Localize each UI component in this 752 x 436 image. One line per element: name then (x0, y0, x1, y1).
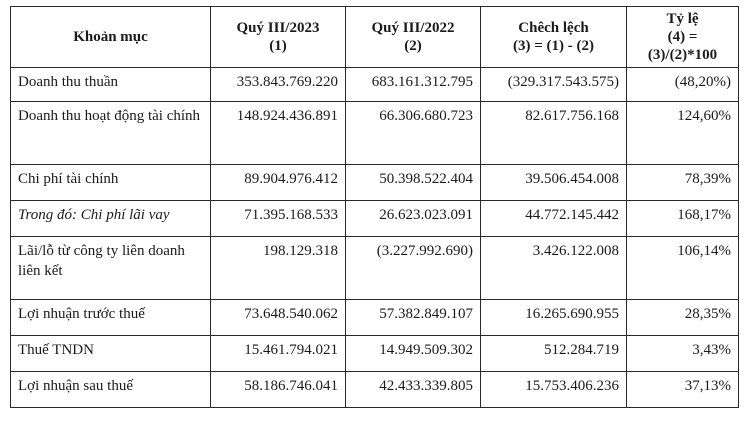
row-ratio: 3,43% (627, 336, 739, 372)
row-difference: 44.772.145.442 (481, 201, 627, 237)
row-item: Lợi nhuận trước thuế (11, 300, 211, 336)
row-ratio: 106,14% (627, 237, 739, 300)
row-ratio: 37,13% (627, 372, 739, 408)
row-item: Chi phí tài chính (11, 165, 211, 201)
header-ratio-index: (4) = (667, 29, 698, 45)
row-item: Doanh thu hoạt động tài chính (11, 102, 211, 165)
table-row (11, 102, 739, 165)
table-header (11, 7, 739, 68)
row-item: Lợi nhuận sau thuế (11, 372, 211, 408)
row-q3-2023: 71.395.168.533 (211, 201, 346, 237)
row-ratio: 124,60% (627, 102, 739, 165)
header-q3-2022 (346, 7, 481, 68)
row-q3-2022: 66.306.680.723 (346, 102, 481, 165)
row-ratio: 28,35% (627, 300, 739, 336)
row-q3-2023: 148.924.436.891 (211, 102, 346, 165)
header-ratio (627, 7, 739, 68)
row-item: Trong đó: Chi phí lãi vay (11, 201, 211, 237)
row-q3-2023: 58.186.746.041 (211, 372, 346, 408)
row-q3-2023: 198.129.318 (211, 237, 346, 300)
row-difference: (329.317.543.575) (481, 68, 627, 102)
header-q3-2023 (211, 7, 346, 68)
table-row (11, 336, 739, 372)
row-q3-2022: 26.623.023.091 (346, 201, 481, 237)
row-difference: 15.753.406.236 (481, 372, 627, 408)
row-q3-2022: 50.398.522.404 (346, 165, 481, 201)
row-q3-2022: 57.382.849.107 (346, 300, 481, 336)
header-q3-2022-index: (2) (404, 38, 422, 54)
header-ratio-label: Tỷ lệ (666, 11, 699, 27)
financial-comparison-table (10, 6, 739, 408)
row-ratio: 78,39% (627, 165, 739, 201)
row-q3-2023: 89.904.976.412 (211, 165, 346, 201)
header-difference-label: Chêch lệch (518, 20, 589, 36)
row-difference: 512.284.719 (481, 336, 627, 372)
header-row (11, 7, 739, 68)
header-ratio-formula: (3)/(2)*100 (647, 47, 718, 63)
table-row (11, 237, 739, 300)
row-ratio: 168,17% (627, 201, 739, 237)
row-q3-2022: 14.949.509.302 (346, 336, 481, 372)
table-row (11, 201, 739, 237)
row-difference: 16.265.690.955 (481, 300, 627, 336)
header-item (11, 7, 211, 68)
header-q3-2023-index: (1) (269, 38, 287, 54)
row-q3-2022: (3.227.992.690) (346, 237, 481, 300)
header-difference-formula: (3) = (1) - (2) (512, 38, 594, 54)
row-difference: 82.617.756.168 (481, 102, 627, 165)
row-q3-2022: 683.161.312.795 (346, 68, 481, 102)
header-q3-2022-label: Quý III/2022 (371, 20, 455, 36)
header-q3-2023-label: Quý III/2023 (236, 20, 320, 36)
table-body (11, 68, 739, 408)
table-row (11, 68, 739, 102)
row-item: Doanh thu thuần (11, 68, 211, 102)
table-row (11, 300, 739, 336)
row-ratio: (48,20%) (627, 68, 739, 102)
row-item: Lãi/lỗ từ công ty liên doanh liên kết (11, 237, 211, 300)
table-row (11, 165, 739, 201)
row-q3-2023: 353.843.769.220 (211, 68, 346, 102)
row-difference: 3.426.122.008 (481, 237, 627, 300)
row-q3-2023: 73.648.540.062 (211, 300, 346, 336)
row-q3-2023: 15.461.794.021 (211, 336, 346, 372)
header-item-label: Khoản mục (73, 29, 148, 45)
table-row (11, 372, 739, 408)
row-item: Thuế TNDN (11, 336, 211, 372)
row-difference: 39.506.454.008 (481, 165, 627, 201)
row-q3-2022: 42.433.339.805 (346, 372, 481, 408)
header-difference (481, 7, 627, 68)
